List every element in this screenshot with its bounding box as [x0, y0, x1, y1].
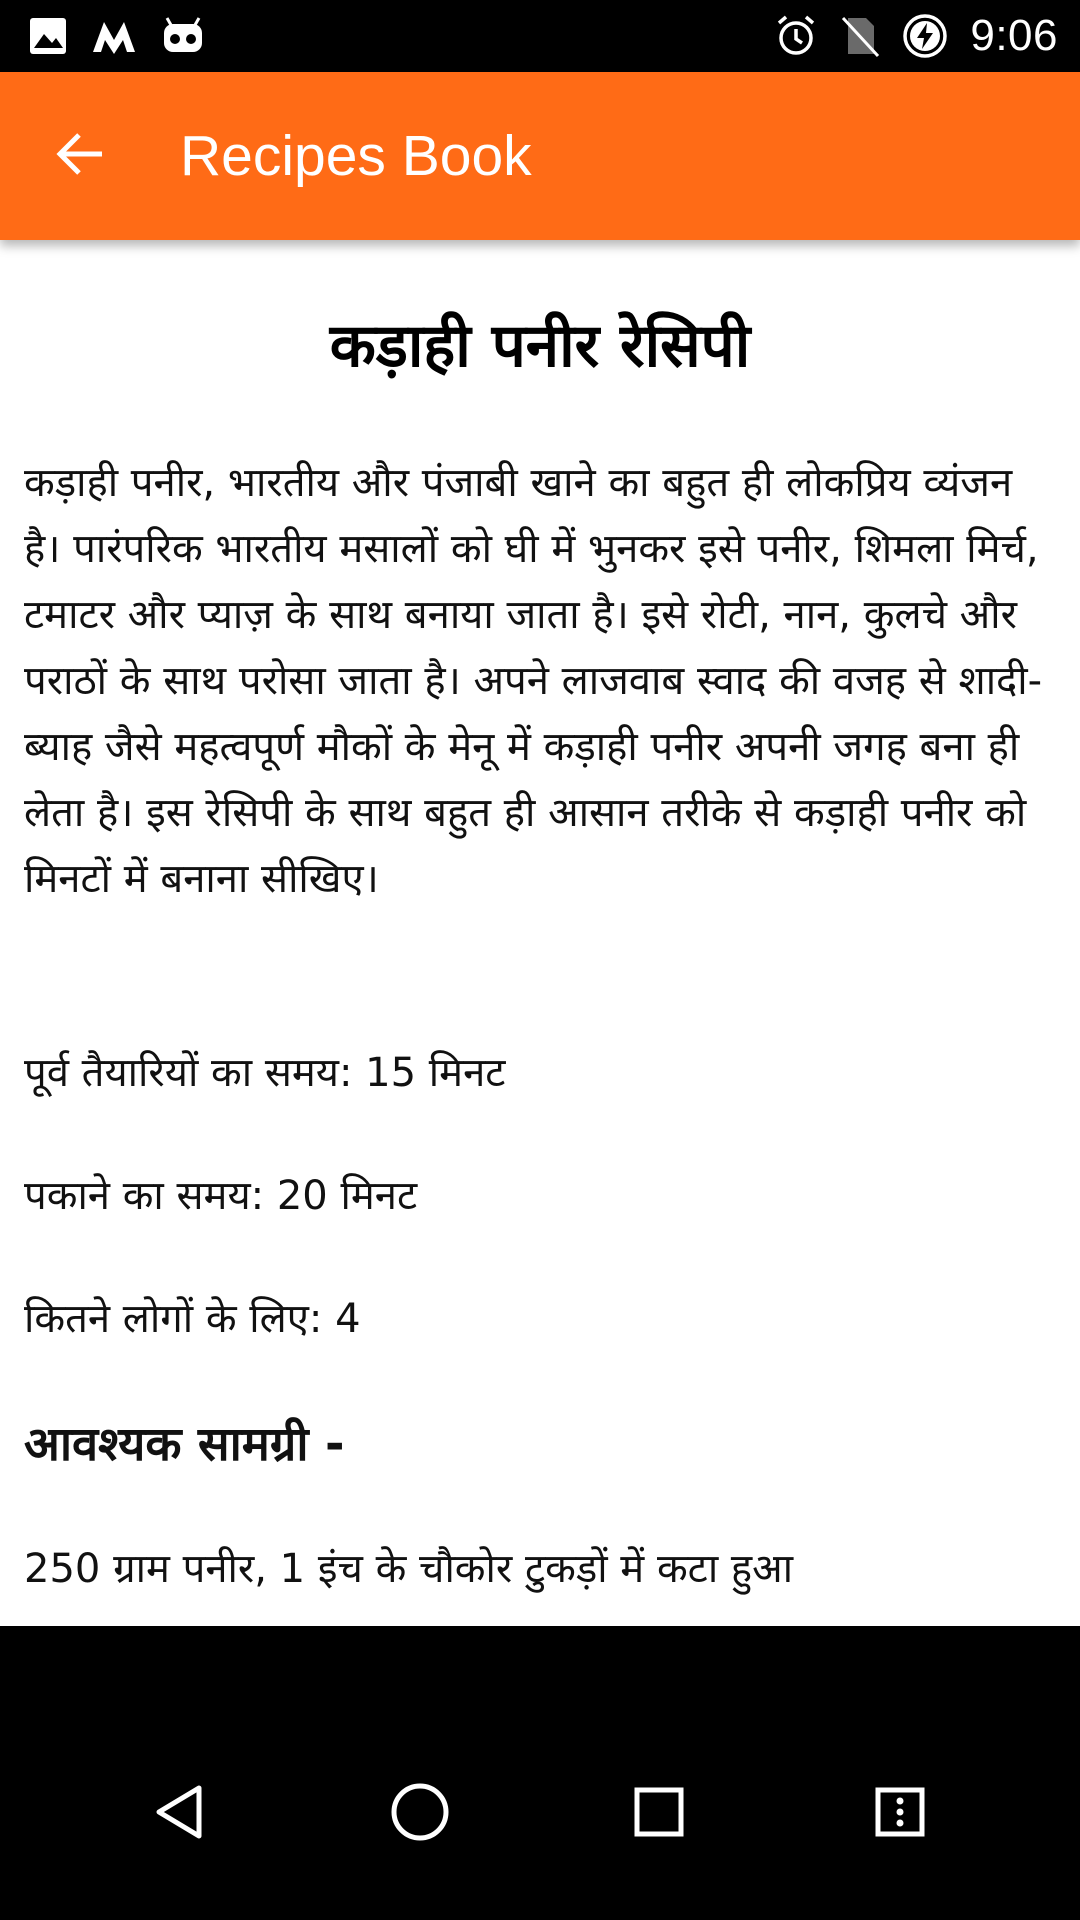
m-logo-icon	[90, 16, 138, 56]
navigation-bar	[0, 1626, 1080, 1920]
alarm-icon	[774, 14, 818, 58]
recents-square-icon	[627, 1780, 691, 1844]
nav-back-button[interactable]	[149, 1780, 213, 1844]
back-triangle-icon	[149, 1780, 213, 1844]
no-sim-icon	[840, 14, 880, 58]
nav-home-button[interactable]	[388, 1780, 452, 1844]
status-bar	[0, 0, 1080, 72]
status-time: 9:06	[970, 11, 1058, 60]
image-icon	[28, 16, 68, 56]
android-icon	[160, 16, 206, 56]
nav-recents-button[interactable]	[627, 1780, 691, 1844]
arrow-back-icon	[52, 126, 108, 186]
ingredient-item: 250 ग्राम पनीर, 1 इंच के चौकोर टुकड़ों में कटा हुआ	[24, 1546, 794, 1592]
nav-menu-button[interactable]	[868, 1780, 932, 1844]
app-bar	[0, 72, 1080, 240]
status-right-icons	[774, 12, 1058, 60]
cook-time: पकाने का समय: 20 मिनट	[24, 1173, 418, 1219]
app-title: Recipes Book	[180, 124, 532, 188]
battery-charging-icon	[902, 13, 948, 59]
menu-dots-icon	[868, 1780, 932, 1844]
home-circle-icon	[388, 1780, 452, 1844]
recipe-title: कड़ाही पनीर रेसिपी	[329, 311, 751, 381]
back-button[interactable]	[40, 116, 120, 196]
recipe-content[interactable]	[0, 240, 1080, 1626]
prep-time: पूर्व तैयारियों का समय: 15 मिनट	[24, 1050, 506, 1096]
status-left-icons	[28, 12, 206, 60]
recipe-intro: कड़ाही पनीर, भारतीय और पंजाबी खाने का बहुत ही लोकप्रिय व्यंजन है। पारंपरिक भारतीय मसालों को घी में भुनकर इसे पनीर, शिमला मिर्च, टमाटर और प्याज़ के साथ बनाया जाता है। इसे रोटी, नान, कुलचे और पराठों के साथ परोसा जाता है। अपने लाजवाब स्वाद की वजह से शादी- ब्याह जैसे महत्वपूर्ण मौकों के मेनू में कड़ाही पनीर अपनी जगह बना ही लेता है। इस रेसिपी के साथ बहुत ही आसान तरीके से कड़ाही पनीर को मिनटों में बनाना सीखिए।	[24, 460, 1043, 902]
servings: कितने लोगों के लिए: 4	[24, 1296, 361, 1342]
ingredients-heading: आवश्यक सामग्री -	[24, 1417, 345, 1472]
